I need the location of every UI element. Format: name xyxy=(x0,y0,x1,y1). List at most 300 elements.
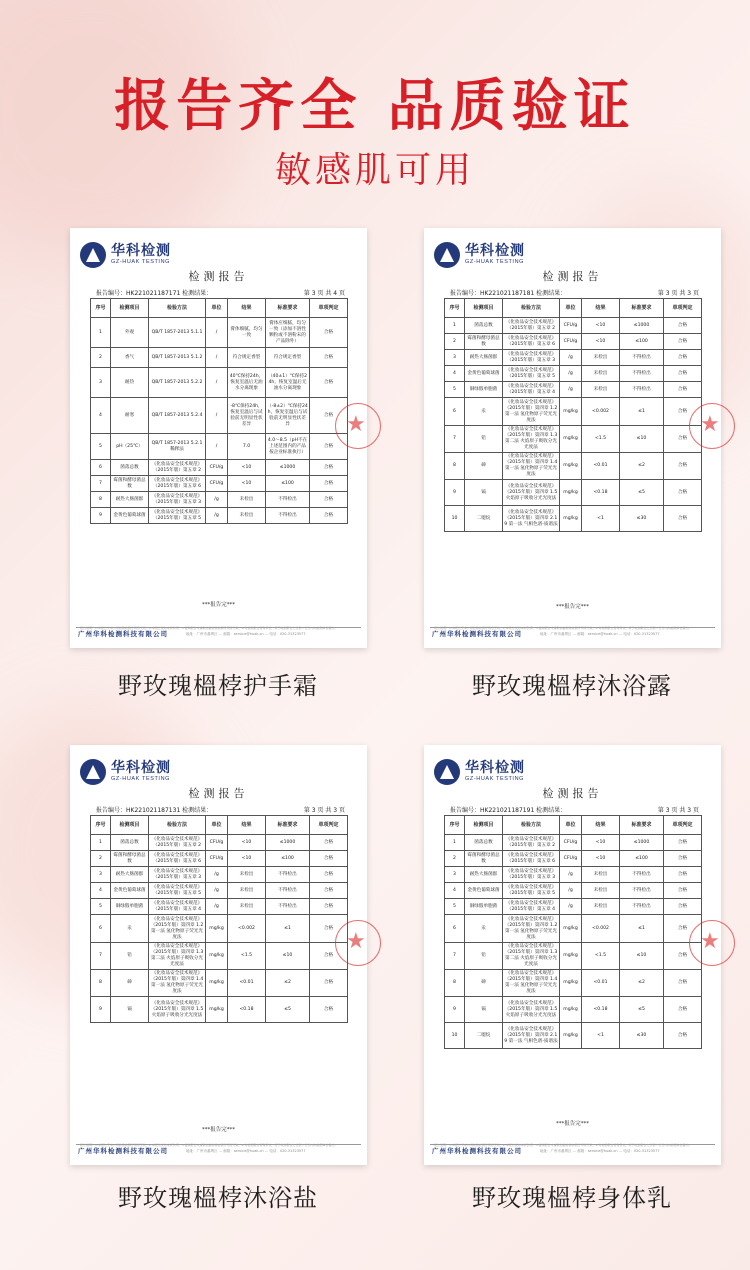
table-cell: mg/kg xyxy=(560,943,582,970)
table-cell: 外观 xyxy=(111,318,149,348)
table-cell: 耐寒 xyxy=(111,398,149,434)
table-cell: 未检出 xyxy=(228,492,266,508)
report-notes: 报告说明：1.本报告无本公司检验检测专用章无效；2.本报告仅对来样负责；3.复制报告未重新加盖检验检测专用章无效；4.对检测报告若有异议，应于收到报告之日起十五日内向检测单位提出。 xyxy=(80,1143,338,1147)
table-cell: <0.18 xyxy=(582,480,620,506)
table-cell: <0.01 xyxy=(582,970,620,997)
table-cell: mg/kg xyxy=(206,943,228,970)
table-cell: mg/kg xyxy=(560,426,582,453)
table-cell: 香气 xyxy=(111,348,149,368)
table-cell: 汞 xyxy=(465,915,503,943)
table-cell: 4 xyxy=(445,366,465,382)
table-row xyxy=(91,476,348,492)
report-title: 检测报告 xyxy=(542,787,603,800)
table-cell: 《化妆品安全技术规范》（2015年版）第五章 6 xyxy=(503,851,560,867)
table-cell: ≤10 xyxy=(266,943,310,970)
table-cell: 《化妆品安全技术规范》（2015年版）第五章 4 xyxy=(503,899,560,915)
table-cell: 膏体应细腻，均匀一致（添加不溶性颗粒或不溶粉末的产品除外） xyxy=(266,318,310,348)
table-cell: 合格 xyxy=(664,382,702,398)
table-cell: 合格 xyxy=(664,366,702,382)
table-cell: 未检出 xyxy=(582,366,620,382)
seal-stamp-icon: ★ xyxy=(335,920,381,966)
table-cell: /g xyxy=(560,867,582,883)
table-cell: 合格 xyxy=(664,426,702,453)
column-header: 单位 xyxy=(206,816,228,835)
results-table xyxy=(90,815,348,1023)
seal-stamp-icon: ★ xyxy=(335,403,381,449)
table-row xyxy=(91,851,348,867)
table-row xyxy=(445,867,702,883)
table-cell: <10 xyxy=(228,851,266,867)
table-header-row xyxy=(445,816,702,835)
logo-name-en: GZ-HUAK TESTING xyxy=(465,259,525,265)
table-cell: 二噁烷 xyxy=(465,1023,503,1049)
report-footer xyxy=(430,627,715,640)
table-cell: 镉 xyxy=(111,997,149,1023)
table-row xyxy=(445,382,702,398)
table-cell: 未检出 xyxy=(582,867,620,883)
column-header: 标准要求 xyxy=(266,299,310,318)
table-cell: 耐热大肠菌群 xyxy=(111,492,149,508)
table-cell: 《化妆品安全技术规范》（2015年版）第五章 3 xyxy=(149,492,206,508)
table-cell: 5 xyxy=(91,434,111,460)
table-cell: ≤1 xyxy=(620,398,664,426)
column-header: 序号 xyxy=(91,816,111,835)
table-row xyxy=(91,883,348,899)
table-cell: 6 xyxy=(91,460,111,476)
report-title: 检测报告 xyxy=(188,787,249,800)
report-card[interactable] xyxy=(70,745,367,1165)
table-cell: 6 xyxy=(445,398,465,426)
table-cell: 《化妆品安全技术规范》（2015年版）第四章 1.5 火焰原子吸收分光光度法 xyxy=(503,480,560,506)
column-header: 单项判定 xyxy=(310,816,348,835)
table-cell: 7 xyxy=(91,476,111,492)
table-cell: ≤100 xyxy=(620,851,664,867)
report-number: 报告编号：HK221021187171 检测结果： xyxy=(96,290,213,297)
table-cell: 合格 xyxy=(664,334,702,350)
results-table xyxy=(444,815,702,1049)
table-row xyxy=(445,943,702,970)
table-cell: 未检出 xyxy=(582,382,620,398)
table-cell: <0.002 xyxy=(228,915,266,943)
page-number: 第 3 页 共 3 页 xyxy=(303,807,345,814)
table-cell: 合格 xyxy=(664,867,702,883)
table-cell: 合格 xyxy=(664,350,702,366)
table-cell: 《化妆品安全技术规范》（2015年版）第五章 4 xyxy=(503,382,560,398)
table-cell: 铜绿假单胞菌 xyxy=(465,899,503,915)
column-header: 检验方法 xyxy=(503,299,560,318)
table-cell: /g xyxy=(560,899,582,915)
table-cell: ≤2 xyxy=(266,970,310,997)
column-header: 结果 xyxy=(582,299,620,318)
table-cell: ≤100 xyxy=(266,476,310,492)
table-cell: 不得检出 xyxy=(620,883,664,899)
table-cell: 8 xyxy=(445,453,465,480)
table-cell: 2 xyxy=(445,851,465,867)
table-cell: ≤1 xyxy=(620,915,664,943)
table-cell: 未检出 xyxy=(228,508,266,524)
table-cell: /g xyxy=(206,508,228,524)
results-table xyxy=(90,298,348,524)
table-cell: <0.01 xyxy=(228,970,266,997)
table-cell: 9 xyxy=(445,480,465,506)
table-cell: 铅 xyxy=(465,943,503,970)
table-cell: 耐热大肠菌群 xyxy=(465,867,503,883)
table-cell: 二噁烷 xyxy=(465,506,503,532)
table-cell: 金黄色葡萄球菌 xyxy=(465,366,503,382)
product-caption: 野玫瑰榲桲沐浴露 xyxy=(472,672,672,700)
table-cell: 《化妆品安全技术规范》（2015年版）第四章 1.3 第二法 火焰原子吸收分光光度法 xyxy=(503,943,560,970)
table-cell: 合格 xyxy=(664,943,702,970)
logo-emblem-icon xyxy=(434,759,460,785)
table-cell: ≤2 xyxy=(620,970,664,997)
column-header: 检验方法 xyxy=(503,816,560,835)
table-cell: 合格 xyxy=(664,970,702,997)
table-cell: 未检出 xyxy=(228,883,266,899)
table-cell: 合格 xyxy=(310,398,348,434)
table-row xyxy=(91,997,348,1023)
table-cell: ≤5 xyxy=(266,997,310,1023)
table-cell: 不得检出 xyxy=(266,508,310,524)
table-row xyxy=(445,453,702,480)
table-cell: 合格 xyxy=(664,899,702,915)
table-cell: 《化妆品安全技术规范》（2015年版）第五章 5 xyxy=(503,883,560,899)
table-cell: 《化妆品安全技术规范》（2015年版）第五章 3 xyxy=(503,867,560,883)
logo-name-en: GZ-HUAK TESTING xyxy=(111,259,171,265)
table-cell: 砷 xyxy=(465,453,503,480)
table-cell: <0.002 xyxy=(582,398,620,426)
table-cell: <10 xyxy=(228,476,266,492)
table-cell: mg/kg xyxy=(206,970,228,997)
logo-name-cn: 华科检测 xyxy=(465,243,525,259)
footer-contact-info: 地址：广州市番禺区 … 邮箱：service@huak.cn … 电话：020-31323577 xyxy=(540,1149,660,1153)
table-cell: 合格 xyxy=(310,476,348,492)
column-header: 单位 xyxy=(560,299,582,318)
table-cell: mg/kg xyxy=(560,506,582,532)
logo-name-cn: 华科检测 xyxy=(111,760,171,776)
column-header: 检验方法 xyxy=(149,299,206,318)
table-cell: 9 xyxy=(445,997,465,1023)
table-cell: 7 xyxy=(91,943,111,970)
table-cell: mg/kg xyxy=(560,1023,582,1049)
table-row xyxy=(91,508,348,524)
table-cell: 3 xyxy=(91,368,111,398)
seal-stamp-icon: ★ xyxy=(689,920,735,966)
table-cell: <1.5 xyxy=(582,943,620,970)
table-row xyxy=(91,492,348,508)
table-cell: QB/T 1857-2013 5.2.2 xyxy=(149,368,206,398)
table-cell: 合格 xyxy=(310,348,348,368)
logo-emblem-icon xyxy=(434,242,460,268)
table-cell: /g xyxy=(560,366,582,382)
column-header: 序号 xyxy=(91,299,111,318)
table-cell: 《化妆品安全技术规范》（2015年版）第四章 1.3 第二法 火焰原子吸收分光光度法 xyxy=(149,943,206,970)
table-row xyxy=(445,318,702,334)
table-cell: QB/T 1857-2013 5.2.4 xyxy=(149,398,206,434)
table-cell: 合格 xyxy=(310,899,348,915)
footer-company-name: 广州华科检测科技有限公司 xyxy=(432,630,522,638)
table-row xyxy=(445,366,702,382)
table-cell: 9 xyxy=(91,997,111,1023)
table-cell: 未检出 xyxy=(228,899,266,915)
table-cell: -8℃保持24h，恢复室温后与试验前无明显性状差异 xyxy=(228,398,266,434)
table-cell: ≤1000 xyxy=(266,460,310,476)
logo-emblem-icon xyxy=(80,242,106,268)
table-cell: 《化妆品安全技术规范》（2015年版）第四章 1.4 第一法 氢化物原子荧光光度法 xyxy=(503,970,560,997)
page-number: 第 3 页 共 3 页 xyxy=(657,807,699,814)
report-title: 检测报告 xyxy=(188,270,249,283)
table-cell: <10 xyxy=(228,460,266,476)
column-header: 标准要求 xyxy=(620,816,664,835)
table-cell: 1 xyxy=(91,835,111,851)
table-row xyxy=(91,318,348,348)
table-cell: 菌落总数 xyxy=(465,318,503,334)
column-header: 标准要求 xyxy=(266,816,310,835)
table-row xyxy=(91,899,348,915)
logo-name-cn: 华科检测 xyxy=(111,243,171,259)
table-cell: 菌落总数 xyxy=(111,460,149,476)
table-cell: 不得检出 xyxy=(620,350,664,366)
table-cell: 《化妆品安全技术规范》（2015年版）第五章 6 xyxy=(149,851,206,867)
report-card[interactable] xyxy=(70,228,367,648)
table-cell: CFU/g xyxy=(206,835,228,851)
report-number: 报告编号：HK221021187191 检测结果： xyxy=(450,807,567,814)
table-cell: 8 xyxy=(445,970,465,997)
table-cell: 不得检出 xyxy=(266,492,310,508)
table-cell: 《化妆品安全技术规范》（2015年版）第四章 1.2 第一法 氢化物原子荧光光度法 xyxy=(503,915,560,943)
table-cell: 铅 xyxy=(111,943,149,970)
table-cell: / xyxy=(206,398,228,434)
table-cell: 《化妆品安全技术规范》（2015年版）第四章 1.5 火焰原子吸收分光光度法 xyxy=(503,997,560,1023)
table-cell: 《化妆品安全技术规范》（2015年版）第五章 4 xyxy=(149,899,206,915)
table-cell: 不得检出 xyxy=(266,899,310,915)
table-cell: 不得检出 xyxy=(620,382,664,398)
table-cell: 8 xyxy=(91,492,111,508)
table-cell: 8 xyxy=(91,970,111,997)
table-cell: mg/kg xyxy=(560,480,582,506)
table-cell: 1 xyxy=(445,318,465,334)
seal-stamp-icon: ★ xyxy=(689,403,735,449)
table-cell: QB/T 1857-2013 5.2.1 稀释法 xyxy=(149,434,206,460)
table-cell: <0.01 xyxy=(582,453,620,480)
table-cell: <1.5 xyxy=(582,426,620,453)
table-cell: 不得检出 xyxy=(620,366,664,382)
table-cell: 4 xyxy=(445,883,465,899)
table-cell: 5 xyxy=(91,899,111,915)
company-logo xyxy=(80,757,171,787)
table-row xyxy=(445,1023,702,1049)
table-cell: <0.18 xyxy=(228,997,266,1023)
table-cell: 《化妆品安全技术规范》（2015年版）第四章 1.3 第二法 火焰原子吸收分光光度法 xyxy=(503,426,560,453)
table-cell: <10 xyxy=(582,334,620,350)
table-cell: 合格 xyxy=(310,835,348,851)
column-header: 结果 xyxy=(228,816,266,835)
table-cell: ≤5 xyxy=(620,480,664,506)
table-cell: 耐热大肠菌群 xyxy=(465,350,503,366)
company-logo xyxy=(434,240,525,270)
table-cell: /g xyxy=(560,883,582,899)
table-cell: 合格 xyxy=(664,506,702,532)
table-cell: CFU/g xyxy=(560,835,582,851)
table-cell: <1.5 xyxy=(228,943,266,970)
table-cell: 合格 xyxy=(310,460,348,476)
table-cell: 符合规定香型 xyxy=(228,348,266,368)
table-cell: 《化妆品安全技术规范》（2015年版）第四章 2.19 第一法 气相色谱-质谱法 xyxy=(503,1023,560,1049)
table-cell: 镉 xyxy=(465,997,503,1023)
table-cell: 砷 xyxy=(111,970,149,997)
table-cell: 合格 xyxy=(310,997,348,1023)
table-row xyxy=(91,867,348,883)
table-header-row xyxy=(445,299,702,318)
table-cell: mg/kg xyxy=(206,915,228,943)
table-cell: mg/kg xyxy=(560,398,582,426)
table-cell: 不得检出 xyxy=(620,867,664,883)
table-cell: 《化妆品安全技术规范》（2015年版）第五章 2 xyxy=(149,835,206,851)
table-cell: 10 xyxy=(445,506,465,532)
report-card[interactable] xyxy=(424,228,721,648)
table-row xyxy=(445,899,702,915)
table-cell: 合格 xyxy=(664,915,702,943)
table-row xyxy=(445,480,702,506)
report-card[interactable] xyxy=(424,745,721,1165)
company-logo xyxy=(434,757,525,787)
table-cell: /g xyxy=(560,350,582,366)
table-row xyxy=(91,460,348,476)
report-notes: 报告说明：1.本报告无本公司检验检测专用章无效；2.本报告仅对来样负责；3.复制报告未重新加盖检验检测专用章无效；4.对检测报告若有异议，应于收到报告之日起十五日内向检测单位提出。 xyxy=(434,626,692,630)
table-cell: 霉菌和酵母菌总数 xyxy=(111,476,149,492)
column-header: 单位 xyxy=(206,299,228,318)
footer-contact-info: 地址：广州市番禺区 … 邮箱：service@huak.cn … 电话：020-31323577 xyxy=(186,1149,306,1153)
report-footer xyxy=(76,627,361,640)
table-cell: 合格 xyxy=(310,434,348,460)
table-cell: 合格 xyxy=(310,943,348,970)
table-cell: 合格 xyxy=(664,835,702,851)
table-cell: 金黄色葡萄球菌 xyxy=(465,883,503,899)
table-cell: 1 xyxy=(445,835,465,851)
table-row xyxy=(91,368,348,398)
table-row xyxy=(91,348,348,368)
column-header: 单项判定 xyxy=(664,816,702,835)
column-header: 检测项目 xyxy=(465,299,503,318)
table-cell: 霉菌和酵母菌总数 xyxy=(465,851,503,867)
table-cell: ≤100 xyxy=(266,851,310,867)
table-cell: pH（25℃） xyxy=(111,434,149,460)
table-cell: 合格 xyxy=(664,851,702,867)
table-header-row xyxy=(91,816,348,835)
column-header: 检测项目 xyxy=(465,816,503,835)
table-cell: （40±1）℃保持24h，恢复室温后无油水分离现象 xyxy=(266,368,310,398)
table-cell: 不得检出 xyxy=(266,867,310,883)
results-table xyxy=(444,298,702,532)
table-row xyxy=(91,915,348,943)
footer-contact-info: 地址：广州市番禺区 … 邮箱：service@huak.cn … 电话：020-31323577 xyxy=(540,632,660,636)
table-cell: 合格 xyxy=(664,883,702,899)
table-row xyxy=(445,997,702,1023)
table-cell: 5 xyxy=(445,382,465,398)
table-cell: ≤30 xyxy=(620,1023,664,1049)
table-cell: ≤1000 xyxy=(620,318,664,334)
table-cell: 5 xyxy=(445,899,465,915)
table-cell: /g xyxy=(206,883,228,899)
page-number: 第 3 页 共 4 页 xyxy=(303,290,345,297)
column-header: 结果 xyxy=(582,816,620,835)
product-caption: 野玫瑰榲桲沐浴盐 xyxy=(118,1184,318,1212)
table-row xyxy=(445,350,702,366)
table-cell: <1 xyxy=(582,1023,620,1049)
table-row xyxy=(445,970,702,997)
table-cell: 《化妆品安全技术规范》（2015年版）第四章 1.4 第一法 氢化物原子荧光光度法 xyxy=(503,453,560,480)
table-row xyxy=(91,434,348,460)
table-cell: 《化妆品安全技术规范》（2015年版）第五章 5 xyxy=(149,883,206,899)
report-notes: 报告说明：1.本报告无本公司检验检测专用章无效；2.本报告仅对来样负责；3.复制报告未重新加盖检验检测专用章无效；4.对检测报告若有异议，应于收到报告之日起十五日内向检测单位提出。 xyxy=(80,626,338,630)
table-cell: 合格 xyxy=(310,368,348,398)
table-cell: <0.18 xyxy=(582,997,620,1023)
product-caption: 野玫瑰榲桲护手霜 xyxy=(118,672,318,700)
table-cell: 铅 xyxy=(465,426,503,453)
table-cell: 铜绿假单胞菌 xyxy=(465,382,503,398)
table-cell: 合格 xyxy=(310,915,348,943)
table-cell: mg/kg xyxy=(560,997,582,1023)
report-end-marker: ***报告完*** xyxy=(555,1121,589,1127)
footer-company-name: 广州华科检测科技有限公司 xyxy=(432,1147,522,1155)
table-cell: 《化妆品安全技术规范》（2015年版）第五章 2 xyxy=(503,835,560,851)
column-header: 检测项目 xyxy=(111,299,149,318)
table-cell: 合格 xyxy=(664,1023,702,1049)
table-row xyxy=(445,426,702,453)
table-cell: 不得检出 xyxy=(620,899,664,915)
table-cell: <1 xyxy=(582,506,620,532)
table-cell: <10 xyxy=(582,318,620,334)
table-cell: / xyxy=(206,434,228,460)
table-cell: 合格 xyxy=(664,453,702,480)
table-cell: 合格 xyxy=(664,480,702,506)
table-cell: 菌落总数 xyxy=(111,835,149,851)
table-cell: 《化妆品安全技术规范》（2015年版）第四章 1.4 第一法 氢化物原子荧光光度法 xyxy=(149,970,206,997)
column-header: 单项判定 xyxy=(664,299,702,318)
table-cell: / xyxy=(206,348,228,368)
column-header: 检测项目 xyxy=(111,816,149,835)
table-cell: ≤5 xyxy=(620,997,664,1023)
table-cell: 40℃保持24h，恢复室温后无油水分离现象 xyxy=(228,368,266,398)
table-cell: 6 xyxy=(445,915,465,943)
table-cell: （-8±2）℃保持24h，恢复室温后与试验前无明显性状差异 xyxy=(266,398,310,434)
report-title: 检测报告 xyxy=(542,270,603,283)
table-cell: mg/kg xyxy=(560,915,582,943)
table-cell: 耐热大肠菌群 xyxy=(111,867,149,883)
table-cell: 耐热 xyxy=(111,368,149,398)
company-logo xyxy=(80,240,171,270)
table-cell: 霉菌和酵母菌总数 xyxy=(465,334,503,350)
table-cell: 合格 xyxy=(310,492,348,508)
table-cell: 4.0～8.5（pH不在上述范围内的产品按企业标准执行） xyxy=(266,434,310,460)
table-row xyxy=(91,398,348,434)
table-cell: 《化妆品安全技术规范》（2015年版）第五章 5 xyxy=(503,366,560,382)
table-cell: CFU/g xyxy=(560,334,582,350)
table-row xyxy=(445,835,702,851)
column-header: 序号 xyxy=(445,299,465,318)
table-cell: ≤1000 xyxy=(266,835,310,851)
logo-emblem-icon xyxy=(80,759,106,785)
table-row xyxy=(91,970,348,997)
page-number: 第 3 页 共 3 页 xyxy=(657,290,699,297)
hero-title: 报告齐全 品质验证 xyxy=(114,73,636,139)
table-cell: mg/kg xyxy=(206,997,228,1023)
table-cell: 2 xyxy=(445,334,465,350)
logo-name-cn: 华科检测 xyxy=(465,760,525,776)
table-cell: <10 xyxy=(582,851,620,867)
table-header-row xyxy=(91,299,348,318)
table-cell: CFU/g xyxy=(206,476,228,492)
table-cell: ≤1 xyxy=(266,915,310,943)
